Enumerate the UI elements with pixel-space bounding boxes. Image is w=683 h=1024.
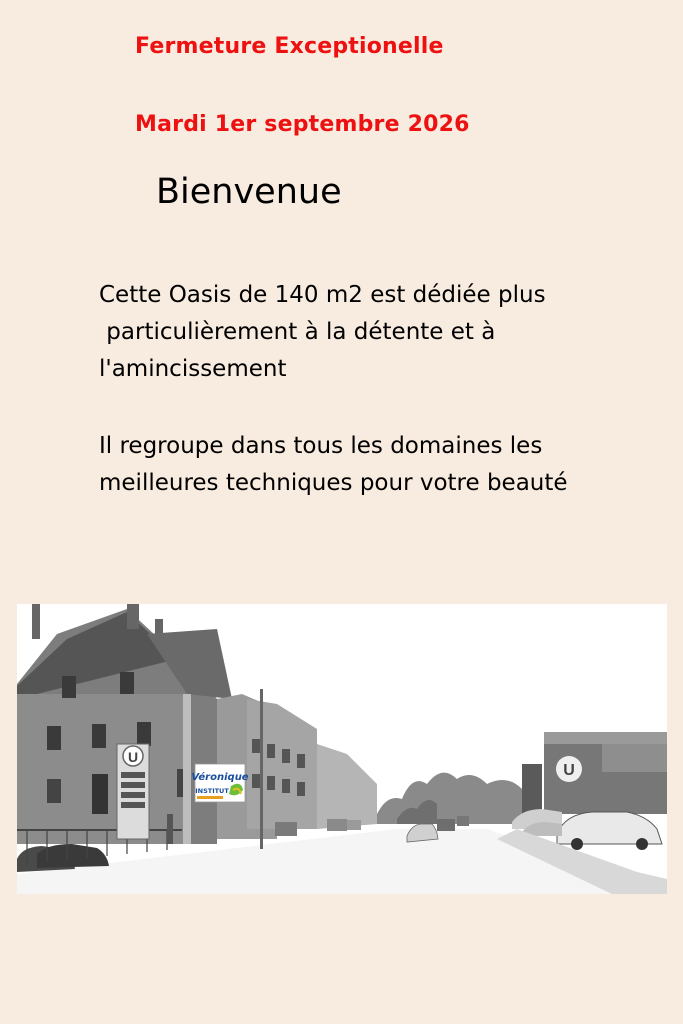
intro-line: Cette Oasis de 140 m2 est dédiée plus (99, 282, 546, 308)
services-line: Il regroupe dans tous les domaines les (99, 433, 543, 459)
closure-notice-title: Fermeture Exceptionelle (135, 34, 444, 59)
veronique-logo-tagline: INSTITUT (195, 787, 229, 795)
welcome-heading: Bienvenue (156, 172, 342, 212)
totem-u-logo: U (127, 749, 139, 765)
veronique-logo-name: Véronique (191, 772, 249, 783)
street-photo (17, 604, 667, 894)
closure-notice-date: Mardi 1er septembre 2026 (135, 112, 470, 137)
street-photo-illustration (17, 604, 667, 894)
intro-paragraph (99, 277, 639, 388)
intro-line: particulièrement à la détente et à (99, 319, 496, 345)
services-paragraph (99, 428, 639, 502)
store-u-logo: U (563, 762, 575, 779)
services-line: meilleures techniques pour votre beauté (99, 470, 568, 496)
intro-line: l'amincissement (99, 356, 287, 382)
